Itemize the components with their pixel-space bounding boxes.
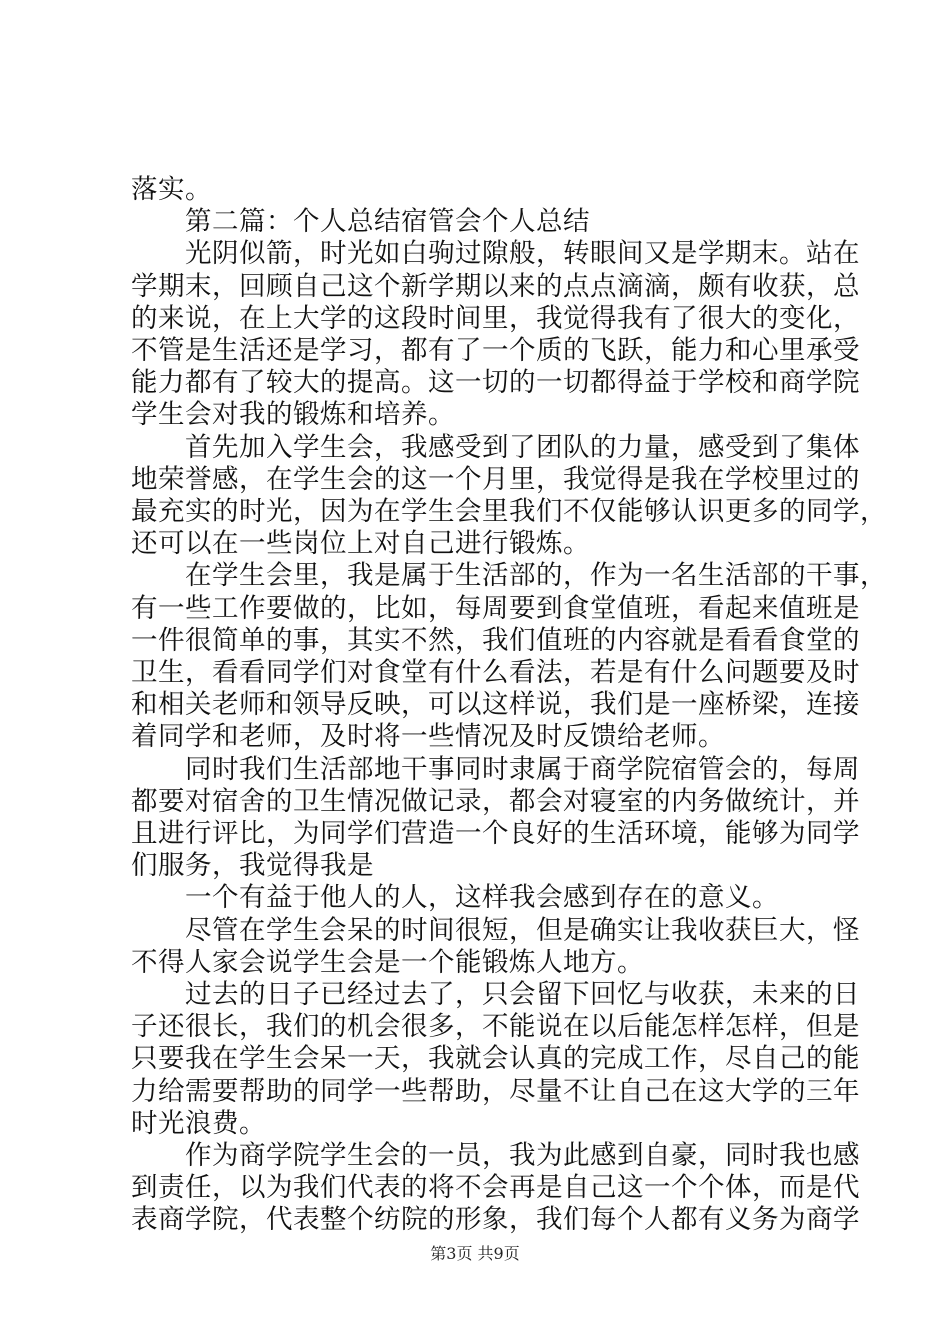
text-line: 的来说，在上大学的这段时间里，我觉得我有了很大的变化， — [131, 302, 860, 334]
text-line: 首先加入学生会，我感受到了团队的力量，感受到了集体 — [131, 431, 860, 463]
text-line: 着同学和老师，及时将一些情况及时反馈给老师。 — [131, 721, 725, 753]
text-line: 时光浪费。 — [131, 1107, 266, 1139]
text-line: 子还很长，我们的机会很多，不能说在以后能怎样怎样，但是 — [131, 1011, 860, 1043]
text-line: 在学生会里，我是属于生活部的，作为一名生活部的干事， — [131, 560, 887, 592]
text-line: 学生会对我的锻炼和培养。 — [131, 399, 455, 431]
text-line: 到责任，以为我们代表的将不会再是自己这一个个体，而是代 — [131, 1172, 860, 1204]
text-line: 力给需要帮助的同学一些帮助，尽量不让自己在这大学的三年 — [131, 1075, 860, 1107]
text-line: 一件很简单的事，其实不然，我们值班的内容就是看看食堂的 — [131, 624, 860, 656]
text-line: 都要对宿舍的卫生情况做记录，都会对寝室的内务做统计，并 — [131, 785, 860, 817]
text-line: 们服务，我觉得我是 — [131, 850, 374, 882]
text-line: 卫生，看看同学们对食堂有什么看法，若是有什么问题要及时 — [131, 657, 860, 688]
text-line: 光阴似箭，时光如白驹过隙般，转眼间又是学期末。站在 — [131, 238, 860, 270]
text-line: 过去的日子已经过去了，只会留下回忆与收获，未来的日 — [131, 979, 860, 1010]
text-line: 落实。 — [131, 174, 212, 205]
text-line: 能力都有了较大的提高。这一切的一切都得益于学校和商学院 — [131, 367, 860, 399]
text-line: 地荣誉感，在学生会的这一个月里，我觉得是我在学校里过的 — [131, 463, 860, 495]
text-line: 作为商学院学生会的一员，我为此感到自豪，同时我也感 — [131, 1140, 860, 1171]
text-line: 一个有益于他人的人，这样我会感到存在的意义。 — [131, 882, 779, 914]
text-line: 最充实的时光，因为在学生会里我们不仅能够认识更多的同学， — [131, 496, 887, 527]
text-line: 且进行评比，为同学们营造一个良好的生活环境，能够为同学 — [131, 818, 860, 849]
text-line: 只要我在学生会呆一天，我就会认真的完成工作，尽自己的能 — [131, 1043, 860, 1075]
text-line: 和相关老师和领导反映，可以这样说，我们是一座桥梁，连接 — [131, 689, 860, 721]
text-line: 同时我们生活部地干事同时隶属于商学院宿管会的，每周 — [131, 753, 860, 785]
text-line: 不管是生活还是学习，都有了一个质的飞跃，能力和心里承受 — [131, 335, 860, 366]
text-line: 尽管在学生会呆的时间很短，但是确实让我收获巨大，怪 — [131, 914, 860, 946]
text-line: 还可以在一些岗位上对自己进行锻炼。 — [131, 528, 590, 560]
page-footer: 第3页 共9页 — [430, 1244, 520, 1263]
text-line: 第二篇：个人总结宿管会个人总结 — [131, 206, 590, 238]
text-line: 有一些工作要做的，比如，每周要到食堂值班，看起来值班是 — [131, 592, 860, 624]
text-line: 表商学院，代表整个纺院的形象，我们每个人都有义务为商学 — [131, 1204, 860, 1236]
text-line: 不得人家会说学生会是一个能锻炼人地方。 — [131, 946, 644, 978]
text-line: 学期末，回顾自己这个新学期以来的点点滴滴，颇有收获，总 — [131, 270, 860, 302]
